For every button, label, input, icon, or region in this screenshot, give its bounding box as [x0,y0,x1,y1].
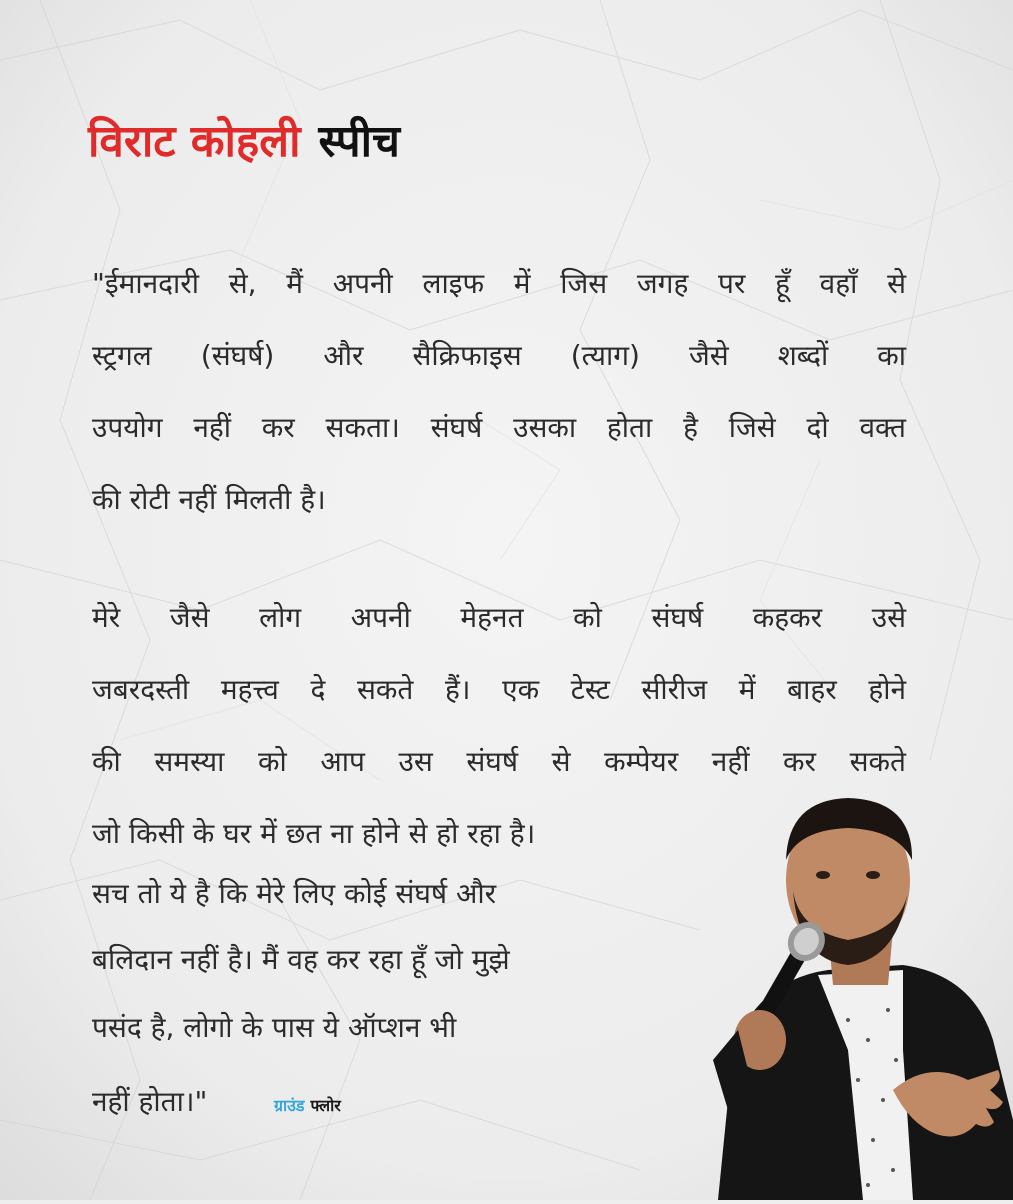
quote-line: बलिदान नहीं है। मैं वह कर रहा हूँ जो मुझे [92,943,510,976]
quote-line: मेरे जैसे लोग अपनी मेहनत को संघर्ष कहकर उसे [92,601,906,634]
quote-line: स्ट्रगल (संघर्ष) और सैक्रिफाइस (त्याग) जैसे शब्दों का [92,339,906,372]
page-title [88,112,400,172]
title-name: विराट कोहली [88,116,301,167]
quote-line: नहीं होता।" [92,1085,208,1118]
quote-line: सच तो ये है कि मेरे लिए कोई संघर्ष और [92,877,497,910]
quote-line: उपयोग नहीं कर सकता। संघर्ष उसका होता है जिसे दो वक्त [92,411,906,444]
quote-line: की रोटी नहीं मिलती है। [92,483,326,516]
brand-signature [274,1094,341,1118]
quote-line: जबरदस्ती महत्त्व दे सकते हैं। एक टेस्ट सीरीज में बाहर होने [92,673,906,706]
quote-line: "ईमानदारी से, मैं अपनी लाइफ में जिस जगह पर हूँ वहाँ से [92,267,906,300]
brand-part1: ग्राउंड [274,1096,305,1115]
title-word: स्पीच [318,116,400,167]
speaker-illustration [698,790,1013,1200]
quote-line: की समस्या को आप उस संघर्ष से कम्पेयर नहीं कर सकते [92,745,906,778]
speaker-photo [698,790,1013,1200]
quote-line: पसंद है, लोगो के पास ये ऑप्शन भी [92,1011,457,1044]
quote-line: जो किसी के घर में छत ना होने से हो रहा है। [92,817,536,850]
brand-part2: फ्लोर [310,1096,341,1115]
